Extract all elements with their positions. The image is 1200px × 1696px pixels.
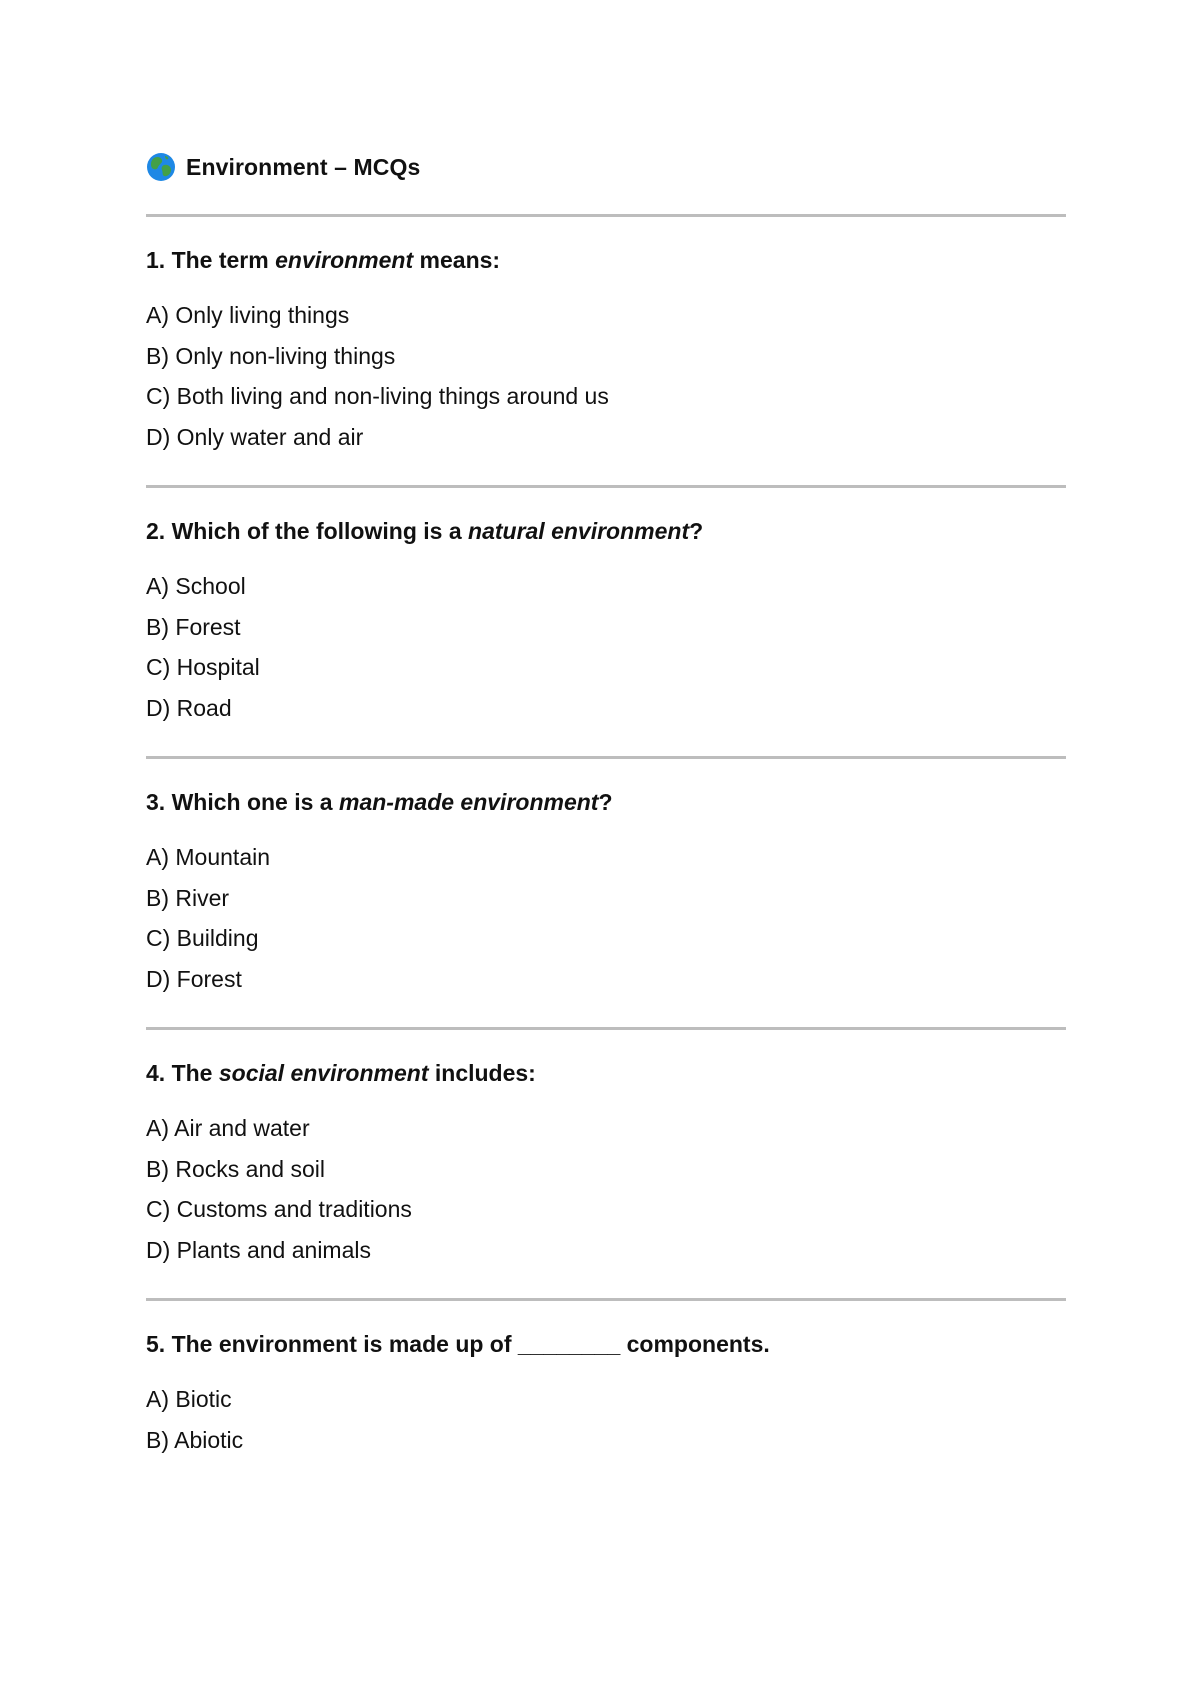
question-number: 3. — [146, 789, 166, 815]
option-d: D) Road — [146, 694, 232, 721]
document-title — [146, 148, 1066, 186]
question-number: 4. — [146, 1060, 166, 1086]
option-d: D) Forest — [146, 965, 242, 992]
question-4 — [146, 1030, 1066, 1298]
document-title-text: Environment – MCQs — [186, 153, 421, 180]
question-5 — [146, 1301, 1066, 1488]
option-c: C) Building — [146, 925, 259, 951]
option-list — [146, 1108, 1066, 1270]
option-list — [146, 1379, 1066, 1460]
question-text-after: ? — [598, 789, 613, 815]
question-text-after: includes: — [434, 1060, 536, 1086]
option-c: C) Customs and traditions — [146, 1196, 412, 1222]
globe-icon — [146, 152, 176, 182]
question-3 — [146, 759, 1066, 1027]
question-number: 5. — [146, 1331, 166, 1357]
question-number: 1. — [146, 247, 166, 273]
question-text — [146, 1057, 1066, 1089]
question-text — [146, 786, 1066, 818]
option-a: A) School — [146, 573, 246, 599]
question-1 — [146, 217, 1066, 485]
option-b: B) Only non-living things — [146, 342, 396, 369]
question-text-before: The term — [171, 247, 269, 273]
question-emphasis: natural environment — [468, 518, 690, 544]
option-list — [146, 566, 1066, 728]
question-emphasis: environment — [275, 247, 414, 273]
option-a: A) Biotic — [146, 1386, 232, 1412]
question-text-before: The — [171, 1060, 213, 1086]
option-b: B) Rocks and soil — [146, 1155, 325, 1182]
question-2 — [146, 488, 1066, 756]
question-number: 2. — [146, 518, 166, 544]
question-emphasis: man-made environment — [339, 789, 599, 815]
question-text-after: means: — [419, 247, 501, 273]
option-b: B) River — [146, 884, 230, 911]
option-d: D) Plants and animals — [146, 1236, 371, 1263]
option-b: B) Forest — [146, 613, 241, 640]
question-text — [146, 515, 1066, 547]
question-emphasis: social environment — [218, 1060, 429, 1086]
option-b: B) Abiotic — [146, 1426, 244, 1453]
document-page — [146, 148, 1066, 1488]
option-c: C) Both living and non-living things around us — [146, 383, 609, 409]
question-text-after: ? — [689, 518, 704, 544]
question-text-before: The environment is made up of ________ components. — [171, 1331, 770, 1357]
option-d: D) Only water and air — [146, 423, 364, 450]
option-list — [146, 837, 1066, 999]
option-a: A) Only living things — [146, 302, 350, 328]
option-a: A) Mountain — [146, 844, 271, 870]
question-text — [146, 244, 1066, 276]
option-list — [146, 295, 1066, 457]
option-a: A) Air and water — [146, 1115, 310, 1141]
question-text-before: Which one is a — [171, 789, 333, 815]
question-text-before: Which of the following is a — [171, 518, 462, 544]
question-text — [146, 1328, 1066, 1360]
option-c: C) Hospital — [146, 654, 260, 680]
